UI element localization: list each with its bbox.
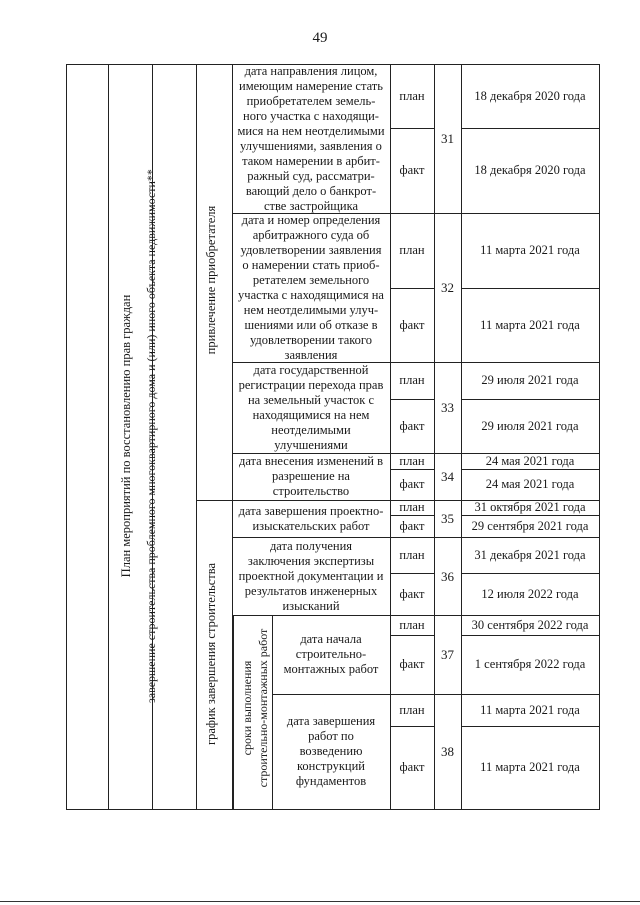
row-31-fact-date: 18 декабря 2020 года bbox=[474, 163, 586, 177]
row-31-number: 31 bbox=[441, 131, 454, 146]
row-32-plan-date: 11 марта 2021 года bbox=[480, 243, 580, 257]
row-34-desc: дата внесения изменений в разрешение на строительство bbox=[238, 454, 384, 498]
row-31-fact-label: факт bbox=[399, 163, 425, 177]
completion-label: завершение строительства проблемного многоквартирного дома и (или) иного объекта недвижимости** bbox=[144, 169, 158, 703]
page-number: 49 bbox=[312, 30, 328, 46]
row-33-desc: дата государственной регистрации перехода прав на земельный участок с находящимися на нем неотделимыми улучшениями bbox=[238, 362, 384, 452]
row-38-fact-label: факт bbox=[399, 760, 425, 774]
page-bottom-rule bbox=[0, 901, 640, 902]
row-32-fact-date: 11 марта 2021 года bbox=[480, 317, 580, 332]
terms-label bbox=[239, 628, 275, 788]
row-31-plan-label: план bbox=[399, 88, 425, 103]
row-32-number: 32 bbox=[441, 280, 454, 295]
row-37-plan-label: план bbox=[399, 617, 425, 632]
row-31-desc: дата направления лицом, имеющим намерение стать приобретателем земель- ного участка с находящи- мися на нем неотделимыми улучшениями, заявления о таком намерении в арбит- ражный суд, рассматри- вающий дело о банкрот- стве застройщика bbox=[237, 63, 385, 213]
row-38-desc: дата завершения работ по возведению конструкций фундаментов bbox=[286, 714, 376, 788]
row-37-desc: дата начала строительно- монтажных работ bbox=[283, 632, 379, 676]
row-37-fact-date: 1 сентября 2022 года bbox=[474, 657, 586, 671]
row-33-number: 33 bbox=[441, 400, 454, 415]
row-35-fact-date: 29 сентября 2021 года bbox=[471, 518, 589, 533]
row-36-plan-label: план bbox=[399, 547, 425, 562]
row-33-plan-date: 29 июля 2021 года bbox=[481, 373, 579, 387]
row-36-fact-label: факт bbox=[399, 586, 425, 601]
row-38-number: 38 bbox=[441, 744, 454, 759]
row-38-plan-label: план bbox=[399, 702, 425, 717]
row-33-fact-date: 29 июля 2021 года bbox=[481, 418, 579, 433]
row-36-plan-date: 31 декабря 2021 года bbox=[474, 547, 586, 562]
row-36-desc: дата получения заключения экспертизы проектной документации и результатов инженерных изысканий bbox=[238, 538, 384, 613]
plan-label: План мероприятий по восстановлению прав граждан bbox=[119, 294, 133, 578]
row-35-plan-label: план bbox=[399, 500, 425, 514]
row-37-plan-date: 30 сентября 2022 года bbox=[471, 617, 589, 632]
row-35-fact-label: факт bbox=[399, 518, 425, 533]
row-38-plan-date: 11 марта 2021 года bbox=[480, 702, 580, 717]
schedule-label: график завершения строительства bbox=[204, 562, 218, 746]
row-36-fact-date: 12 июля 2022 года bbox=[481, 586, 579, 601]
row-31-plan-date: 18 декабря 2020 года bbox=[474, 88, 586, 103]
row-34-fact-date: 24 мая 2021 года bbox=[485, 477, 575, 491]
row-35-number: 35 bbox=[441, 511, 454, 526]
row-37-number: 37 bbox=[441, 647, 454, 662]
row-32-desc: дата и номер определения арбитражного суда об удовлетворении заявления о намерении стать приоб- ретателем земельного участка с находящимися на нем неотделимыми улуч- шениями или об отказе в удовлетворении такого заявления bbox=[238, 212, 384, 362]
row-33-fact-label: факт bbox=[399, 418, 425, 433]
row-34-fact-label: факт bbox=[399, 477, 425, 491]
attract-label: привлечение приобретателя bbox=[204, 205, 218, 355]
row-36-number: 36 bbox=[441, 568, 454, 584]
row-37-fact-label: факт bbox=[399, 657, 425, 671]
row-33-plan-label: план bbox=[399, 373, 425, 387]
row-34-plan-label: план bbox=[399, 453, 425, 468]
row-35-desc: дата завершения проектно- изыскательских работ bbox=[238, 503, 384, 533]
terms-label-text: сроки выполнения строительно-монтажных работ bbox=[240, 628, 270, 788]
row-32-plan-label: план bbox=[399, 243, 425, 257]
row-34-plan-date: 24 мая 2021 года bbox=[485, 453, 575, 468]
row-32-fact-label: факт bbox=[399, 317, 425, 332]
row-38-fact-date: 11 марта 2021 года bbox=[480, 760, 580, 774]
row-34-number: 34 bbox=[441, 469, 454, 484]
row-35-plan-date: 31 октября 2021 года bbox=[474, 500, 586, 514]
